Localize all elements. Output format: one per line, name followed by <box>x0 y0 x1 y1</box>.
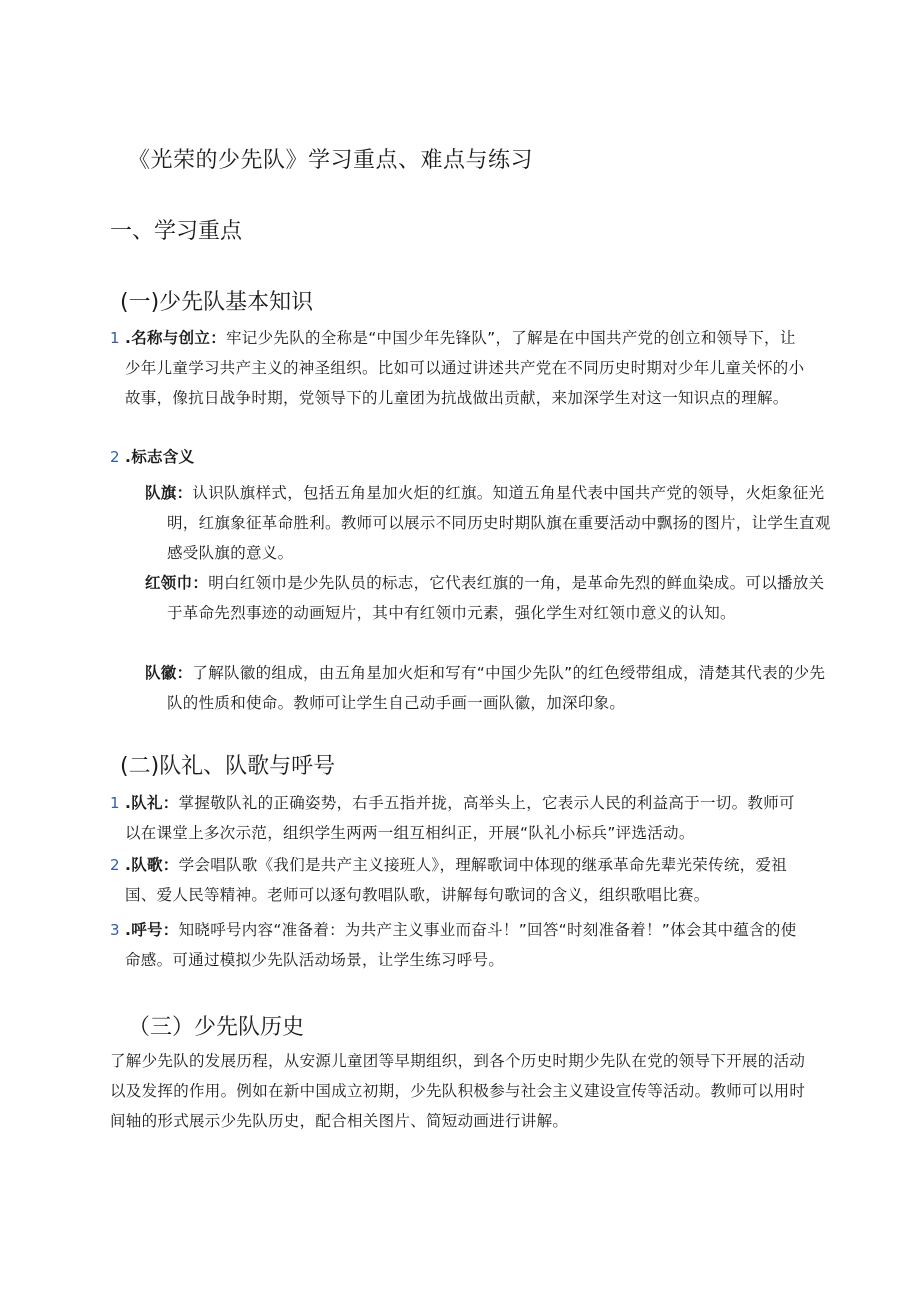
list-item-salute <box>125 788 810 848</box>
history-paragraph: 了解少先队的发展历程，从安源儿童团等早期组织，到各个历史时期少先队在党的领导下开展的活动以及发挥的作用。例如在新中国成立初期，少先队积极参与社会主义建设宣传等活动。教师可以用时间轴的形式展示少先队历史，配合相关图片、简短动画进行讲解。 <box>110 1052 806 1130</box>
item-label: .呼号： <box>125 921 179 939</box>
item-text: 牢记少先队的全称是“中国少年先锋队”，了解是在中国共产党的创立和领导下，让少年儿童学习共产主义的神圣组织。比如可以通过讲述共产党在不同历史时期对少年儿童关怀的小故事，像抗日战争时期，党领导下的儿童团为抗战做出贡献，来加深学生对这一知识点的理解。 <box>125 329 805 407</box>
symbol-text: 了解队徽的组成，由五角星加火炬和写有“中国少先队”的红色绶带组成，清楚其代表的少先队的性质和使命。教师可让学生自己动手画一画队徽，加深印象。 <box>167 664 826 712</box>
item-number: 3 <box>110 921 120 939</box>
symbol-text: 认识队旗样式，包括五角星加火炬的红旗。知道五角星代表中国共产党的领导，火炬象征光明，红旗象征革命胜利。教师可以展示不同历史时期队旗在重要活动中飘扬的图片，让学生直观感受队旗的意义。 <box>167 484 831 562</box>
item-number: 1 <box>110 329 120 347</box>
item-number: 2 <box>110 448 120 466</box>
symbol-text: 明白红领巾是少先队员的标志，它代表红旗的一角，是革命先烈的鲜血染成。可以播放关于革命先烈事迹的动画短片，其中有红领巾元素，强化学生对红领巾意义的认知。 <box>167 574 825 622</box>
subsection-heading-salute-song: (二)队礼、队歌与呼号 <box>120 754 336 779</box>
item-text: 掌握敬队礼的正确姿势，右手五指并拢，高举头上，它表示人民的利益高于一切。教师可以在课堂上多次示范，组织学生两两一组互相纠正，开展“队礼小标兵”评选活动。 <box>125 794 795 842</box>
list-item-symbols <box>125 442 810 472</box>
item-text: 学会唱队歌《我们是共产主义接班人》，理解歌词中体现的继承革命先辈光荣传统，爱祖国、爱人民等精神。老师可以逐句教唱队歌，讲解每句歌词的含义，组织歌唱比赛。 <box>125 856 788 904</box>
symbol-label: 队旗： <box>145 484 193 502</box>
symbol-item-flag <box>145 478 832 568</box>
symbol-item-badge <box>145 658 832 718</box>
item-label: .队礼： <box>125 794 179 812</box>
item-label: .标志含义 <box>125 448 195 466</box>
subsection-heading-basic-knowledge: (一)少先队基本知识 <box>120 290 314 315</box>
item-number: 2 <box>110 856 120 874</box>
list-item-name-founding <box>125 323 810 413</box>
subsection-heading-history: （三）少先队历史 <box>128 1015 305 1040</box>
item-number: 1 <box>110 794 120 812</box>
section-heading-key-points: 一、学习重点 <box>110 219 243 244</box>
symbol-item-red-scarf <box>145 568 832 628</box>
list-item-slogan <box>125 915 810 975</box>
symbol-label: 红领巾： <box>145 574 209 592</box>
item-label: .名称与创立： <box>125 329 226 347</box>
item-text: 知晓呼号内容“准备着：为共产主义事业而奋斗！”回答“时刻准备着！”体会其中蕴含的使命感。可通过模拟少先队活动场景，让学生练习呼号。 <box>125 921 797 969</box>
item-label: .队歌： <box>125 856 179 874</box>
list-item-song <box>125 850 810 910</box>
document-title: 《光荣的少先队》学习重点、难点与练习 <box>128 148 534 173</box>
symbol-label: 队徽： <box>145 664 193 682</box>
